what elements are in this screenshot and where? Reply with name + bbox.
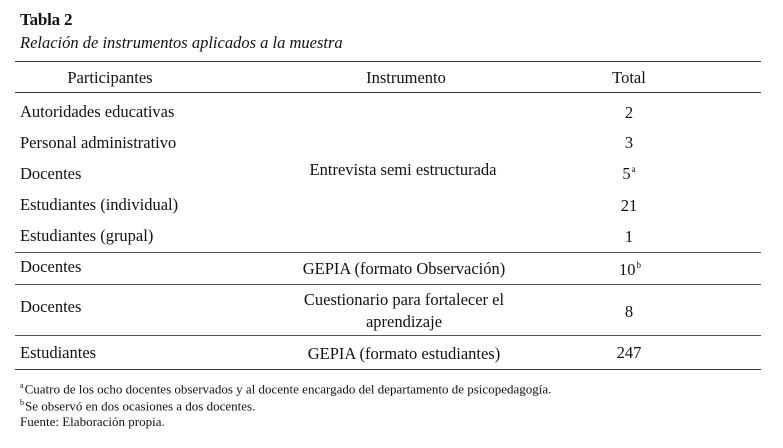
header-participantes: Participantes [67, 68, 153, 87]
header-instrumento: Instrumento [366, 68, 446, 87]
footnote-b-text: Se observó en dos ocasiones a dos docentes. [25, 398, 256, 414]
participant-estudiantes-individual: Estudiantes (individual) [20, 195, 179, 214]
total-estudiantes: 247 [616, 343, 642, 362]
participant-docentes-3: Docentes [20, 297, 82, 316]
instrument-entrevista: Entrevista semi estructurada [309, 160, 497, 179]
header-total: Total [612, 68, 646, 87]
bottom-rule [15, 369, 761, 370]
participant-estudiantes: Estudiantes [20, 343, 97, 362]
total-estudiantes-grupal: 1 [624, 227, 634, 246]
participant-personal: Personal administrativo [20, 133, 177, 152]
footnote-b-mark: b [20, 398, 24, 407]
instrument-cuestionario [254, 289, 554, 333]
instrument-gepia-observacion: GEPIA (formato Observación) [302, 259, 506, 278]
footnote-a [20, 381, 551, 397]
source-note: Fuente: Elaboración propia. [20, 414, 165, 429]
footnote-a-mark: a [20, 381, 24, 390]
total-docentes-1 [622, 164, 635, 184]
participant-docentes-1: Docentes [20, 164, 82, 183]
table-title: Tabla 2 [20, 10, 73, 29]
row-rule-2 [15, 284, 761, 285]
footnote-b [20, 398, 255, 414]
total-personal: 3 [624, 133, 634, 152]
total-estudiantes-individual: 21 [620, 196, 638, 215]
instrument-line-1: Cuestionario para fortalecer el [303, 290, 505, 309]
total-value: 5 [622, 164, 631, 183]
footnote-mark-a: a [631, 163, 636, 174]
participant-estudiantes-grupal: Estudiantes (grupal) [20, 226, 154, 245]
footnote-a-text: Cuatro de los ocho docentes observados y al docente encargado del departamento de psicopedagogía. [24, 381, 552, 397]
footnote-mark-b: b [636, 259, 641, 270]
participant-docentes-2: Docentes [20, 257, 82, 276]
row-rule-1 [15, 252, 761, 253]
header-rule [15, 92, 761, 93]
total-docentes-2 [619, 260, 641, 280]
participant-autoridades: Autoridades educativas [20, 102, 175, 121]
instrument-gepia-estudiantes: GEPIA (formato estudiantes) [307, 344, 501, 363]
top-rule [15, 61, 761, 62]
instrument-line-2: aprendizaje [365, 312, 443, 331]
total-value: 10 [619, 260, 636, 279]
row-rule-3 [15, 335, 761, 336]
total-docentes-3: 8 [624, 302, 634, 321]
total-autoridades: 2 [624, 103, 634, 122]
table-subtitle: Relación de instrumentos aplicados a la muestra [20, 33, 343, 52]
